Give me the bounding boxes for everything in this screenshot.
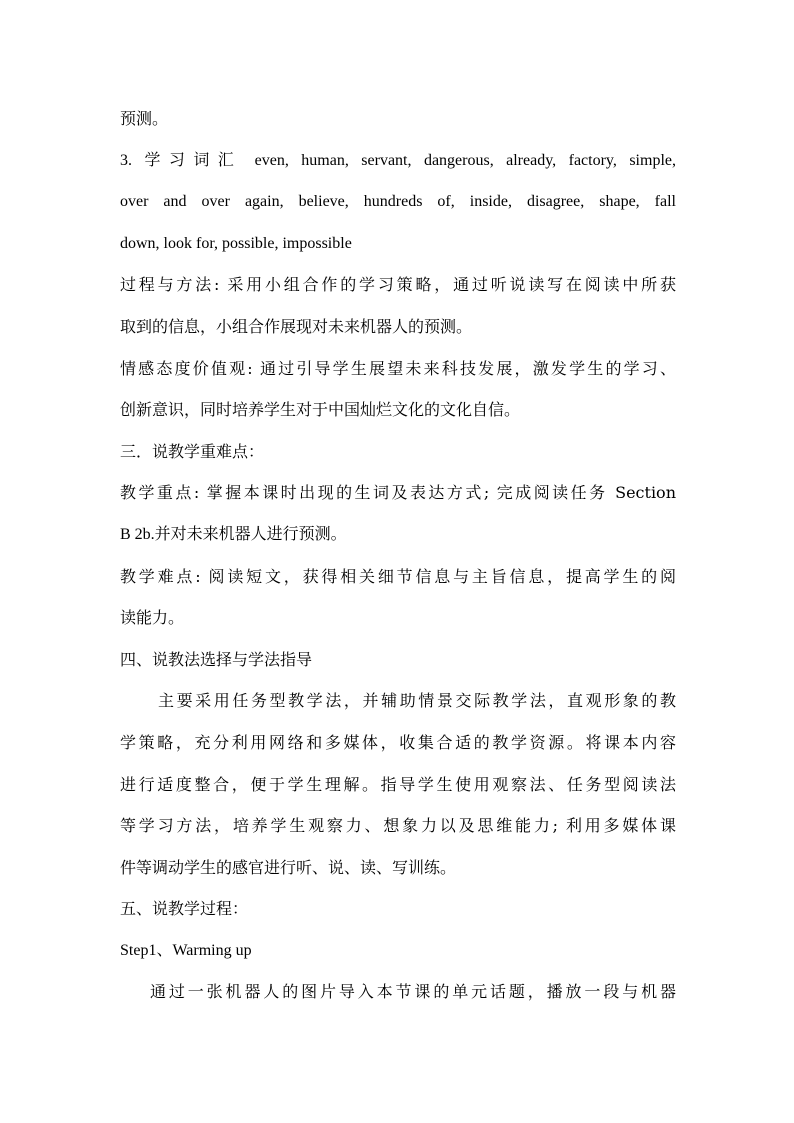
text-line-methods-1: 主要采用任务型教学法，并辅助情景交际教学法，直观形象的教 <box>158 691 676 711</box>
text-line-teaching-difficulty-1: 教学难点: 阅读短文，获得相关细节信息与主旨信息，提高学生的阅 <box>120 566 676 586</box>
section-heading-methods: 四、说教法选择与学法指导 <box>120 649 313 669</box>
section-heading-key-points: 三．说教学重难点： <box>120 441 265 461</box>
text-line-vocabulary-1: 3. 学习词汇 even, human, servant, dangerous, already, factory, simple, <box>120 151 676 169</box>
document-body <box>120 98 676 1013</box>
text-line-vocabulary-2: over and over again, believe, hundreds of, inside, disagree, shape, fall <box>120 193 676 211</box>
text-line-warming-up-1: 通过一张机器人的图片导入本节课的单元话题，播放一段与机器 <box>150 982 676 1002</box>
text-line-emotion-values-2: 创新意识，同时培养学生对于中国灿烂文化的文化自信。 <box>120 400 521 420</box>
text-line-emotion-values-1: 情感态度价值观: 通过引导学生展望未来科技发展，激发学生的学习、 <box>120 358 676 378</box>
text-line-process-method-1: 过程与方法: 采用小组合作的学习策略，通过听说读写在阅读中所获 <box>120 275 676 295</box>
text-line-teaching-focus-1: 教学重点: 掌握本课时出现的生词及表达方式; 完成阅读任务 Section <box>120 483 676 503</box>
text-line-methods-5: 件等调动学生的感官进行听、说、读、写训练。 <box>120 857 457 877</box>
text-line-methods-4: 等学习方法，培养学生观察力、想象力以及思维能力; 利用多媒体课 <box>120 816 676 836</box>
step-heading-warming-up: Step1、Warming up <box>120 941 252 959</box>
text-line-process-method-2: 取到的信息，小组合作展现对未来机器人的预测。 <box>120 316 473 336</box>
text-line-methods-2: 学策略，充分利用网络和多媒体，收集合适的教学资源。将课本内容 <box>120 732 676 752</box>
text-line-vocabulary-3: down, look for, possible, impossible <box>120 234 352 252</box>
text-line-teaching-difficulty-2: 读能力。 <box>120 608 185 628</box>
text-line-methods-3: 进行适度整合，便于学生理解。指导学生使用观察法、任务型阅读法 <box>120 774 676 794</box>
section-heading-process: 五、说教学过程： <box>120 899 249 919</box>
text-line-teaching-focus-2: B 2b.并对未来机器人进行预测。 <box>120 525 347 543</box>
text-line-prediction-end: 预测。 <box>120 109 169 128</box>
